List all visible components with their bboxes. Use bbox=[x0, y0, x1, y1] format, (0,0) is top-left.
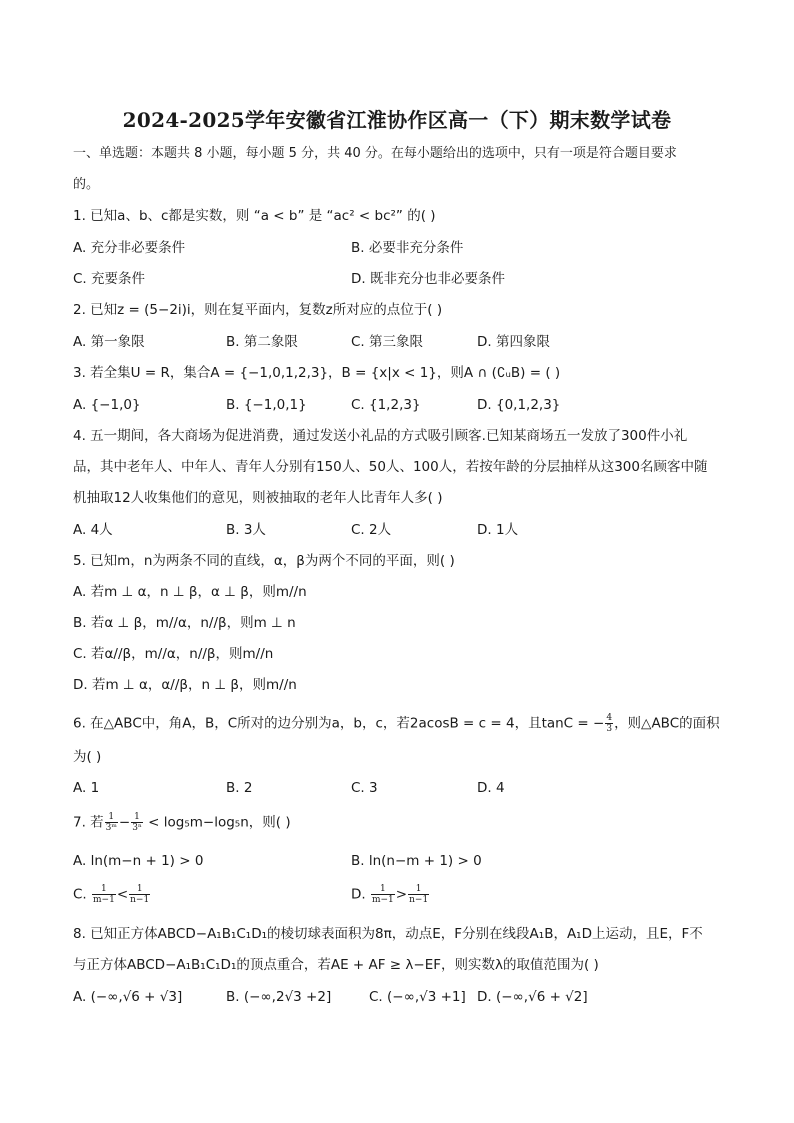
question-6-option-a: A. 1 bbox=[73, 780, 100, 796]
question-7-fraction-2 bbox=[131, 812, 143, 833]
question-7-option-c-frac-1-num: 1 bbox=[92, 884, 116, 895]
question-8-option-a-value: √6 + √3] bbox=[122, 989, 183, 1005]
question-7-option-d-frac-2-num: 1 bbox=[408, 884, 429, 895]
question-8-option-c-label: C. (−∞, bbox=[369, 989, 420, 1005]
question-3-option-d: D. {0,1,2,3} bbox=[477, 397, 561, 413]
question-6-fraction-den: 3 bbox=[606, 724, 613, 734]
question-6-stem-tail: ，则△ABC的面积 bbox=[614, 715, 720, 732]
question-1-option-a: A. 充分非必要条件 bbox=[73, 240, 186, 256]
question-7-fraction-2-den: 3ⁿ bbox=[132, 823, 142, 833]
question-7-option-c-frac-2 bbox=[129, 884, 150, 905]
question-7-option-a: A. ln(m−n + 1) > 0 bbox=[73, 853, 204, 869]
question-8-stem-line2: 与正方体ABCD−A₁B₁C₁D₁的顶点重合，若AE + AF ≥ λ−EF，则实数λ的取值范围为( ) bbox=[73, 957, 599, 973]
question-7-fraction-1 bbox=[105, 812, 118, 833]
question-5-option-a: A. 若m ⊥ α，n ⊥ β，α ⊥ β，则m//n bbox=[73, 584, 307, 600]
question-7-stem: 7. 若 $\frac{1}{\text{3ᵐ}}$ − $\frac{1}{\text{3ⁿ}}$ < log₅m−log₅n，则( ) bbox=[73, 812, 291, 833]
question-7-fraction-2-num: 1 bbox=[131, 812, 143, 823]
question-8-option-c-value: √3 +1] bbox=[419, 989, 466, 1005]
question-4-option-b: B. 3人 bbox=[226, 522, 266, 538]
question-7-option-c: C. $\frac{1}{m-1}$ < $\frac{1}{n-1}$ bbox=[73, 884, 150, 905]
question-1-stem: 1. 已知a、b、c都是实数，则 “a < b” 是 “ac² < bc²” 的( ) bbox=[73, 208, 436, 224]
question-4-option-c: C. 2人 bbox=[351, 522, 392, 538]
question-6-stem-head: 6. 在△ABC中，角A，B，C所对的边分别为a，b，c，若2acosB = c = 4，且tanC = − bbox=[73, 715, 605, 732]
question-6-fraction bbox=[605, 713, 613, 734]
question-5-option-c: C. 若α//β，m//α，n//β，则m//n bbox=[73, 646, 274, 662]
question-6-option-d: D. 4 bbox=[477, 780, 505, 796]
question-5-option-b: B. 若α ⊥ β，m//α，n//β，则m ⊥ n bbox=[73, 615, 296, 631]
question-4-stem-line3: 机抽取12人收集他们的意见，则被抽取的老年人比青年人多( ) bbox=[73, 490, 443, 506]
question-5-option-d: D. 若m ⊥ α，α//β，n ⊥ β，则m//n bbox=[73, 677, 297, 693]
question-8-option-d-value: √6 + √2] bbox=[528, 989, 588, 1005]
question-7-option-c-frac-1 bbox=[92, 884, 116, 905]
question-7-stem-tail: < log₅m−log₅n，则( ) bbox=[143, 814, 291, 831]
question-7-option-b: B. ln(n−m + 1) > 0 bbox=[351, 853, 482, 869]
question-6-stem-line1 bbox=[73, 713, 720, 734]
question-6-fraction-num: 4 bbox=[606, 713, 613, 723]
question-3-option-a: A. {−1,0} bbox=[73, 397, 141, 413]
question-7-option-c-frac-1-den: m−1 bbox=[93, 895, 115, 905]
question-7-option-d-frac-1 bbox=[371, 884, 395, 905]
question-2-stem: 2. 已知z = (5−2i)i，则在复平面内，复数z所对应的点位于( ) bbox=[73, 302, 443, 318]
question-7-fraction-1-den: 3ᵐ bbox=[105, 823, 117, 833]
question-8-option-d-label: D. (−∞, bbox=[477, 989, 529, 1005]
question-4-option-a: A. 4人 bbox=[73, 522, 113, 538]
question-7-option-c-frac-2-num: 1 bbox=[129, 884, 150, 895]
question-2-option-c: C. 第三象限 bbox=[351, 334, 424, 350]
question-7-option-d-frac-2 bbox=[408, 884, 429, 905]
question-8-option-c bbox=[369, 988, 466, 1006]
question-3-stem: 3. 若全集U = R，集合A = {−1,0,1,2,3}，B = {x|x < 1}，则A ∩ (∁ᵤB) = ( ) bbox=[73, 365, 561, 381]
question-2-option-a: A. 第一象限 bbox=[73, 334, 145, 350]
question-4-stem-line1: 4. 五一期间，各大商场为促进消费，通过发送小礼品的方式吸引顾客.已知某商场五一发放了300件小礼 bbox=[73, 428, 688, 444]
question-7-option-d-frac-2-den: n−1 bbox=[409, 895, 429, 905]
question-5-stem: 5. 已知m，n为两条不同的直线，α，β为两个不同的平面，则( ) bbox=[73, 553, 455, 569]
exam-title: 2024-2025学年安徽省江淮协作区高一（下）期末数学试卷 bbox=[122, 108, 672, 132]
question-2-option-d: D. 第四象限 bbox=[477, 334, 550, 350]
question-8-option-d bbox=[477, 988, 588, 1006]
question-8-stem-line1: 8. 已知正方体ABCD−A₁B₁C₁D₁的棱切球表面积为8π，动点E，F分别在线段A₁B，A₁D上运动，且E，F不 bbox=[73, 926, 703, 942]
question-7-option-d-frac-1-num: 1 bbox=[371, 884, 395, 895]
question-2-option-b: B. 第二象限 bbox=[226, 334, 298, 350]
question-7-option-d-label: D. bbox=[351, 886, 370, 903]
question-3-option-c: C. {1,2,3} bbox=[351, 397, 421, 413]
question-8-option-a bbox=[73, 988, 182, 1006]
question-4-option-d: D. 1人 bbox=[477, 522, 519, 538]
section-instructions-line1: 一、单选题：本题共 8 小题，每小题 5 分，共 40 分。在每小题给出的选项中，只有一项是符合题目要求 bbox=[73, 146, 677, 161]
question-8-option-b-value: √3 +2] bbox=[284, 989, 332, 1005]
question-7-option-c-frac-2-den: n−1 bbox=[130, 895, 150, 905]
question-8-option-b-label: B. (−∞,2 bbox=[226, 989, 285, 1005]
question-6-stem-line2: 为( ) bbox=[73, 749, 102, 765]
question-7-stem-head: 7. 若 bbox=[73, 814, 104, 831]
question-7-option-d: D. $\frac{1}{m-1}$ > $\frac{1}{n-1}$ bbox=[351, 884, 429, 905]
question-7-option-c-label: C. bbox=[73, 886, 92, 903]
question-7-option-d-frac-1-den: m−1 bbox=[371, 895, 394, 905]
question-3-option-b: B. {−1,0,1} bbox=[226, 397, 307, 413]
question-1-option-c: C. 充要条件 bbox=[73, 271, 146, 287]
question-8-option-a-label: A. (−∞, bbox=[73, 989, 123, 1005]
question-8-option-b bbox=[226, 988, 331, 1006]
question-1-option-b: B. 必要非充分条件 bbox=[351, 240, 464, 256]
question-6-option-c: C. 3 bbox=[351, 780, 378, 796]
question-4-stem-line2: 品，其中老年人、中年人、青年人分别有150人、50人、100人，若按年龄的分层抽样从这300名顾客中随 bbox=[73, 459, 708, 475]
question-1-option-d: D. 既非充分也非必要条件 bbox=[351, 271, 505, 287]
section-instructions-line2: 的。 bbox=[73, 177, 100, 192]
question-6-option-b: B. 2 bbox=[226, 780, 253, 796]
question-7-fraction-1-num: 1 bbox=[105, 812, 118, 823]
